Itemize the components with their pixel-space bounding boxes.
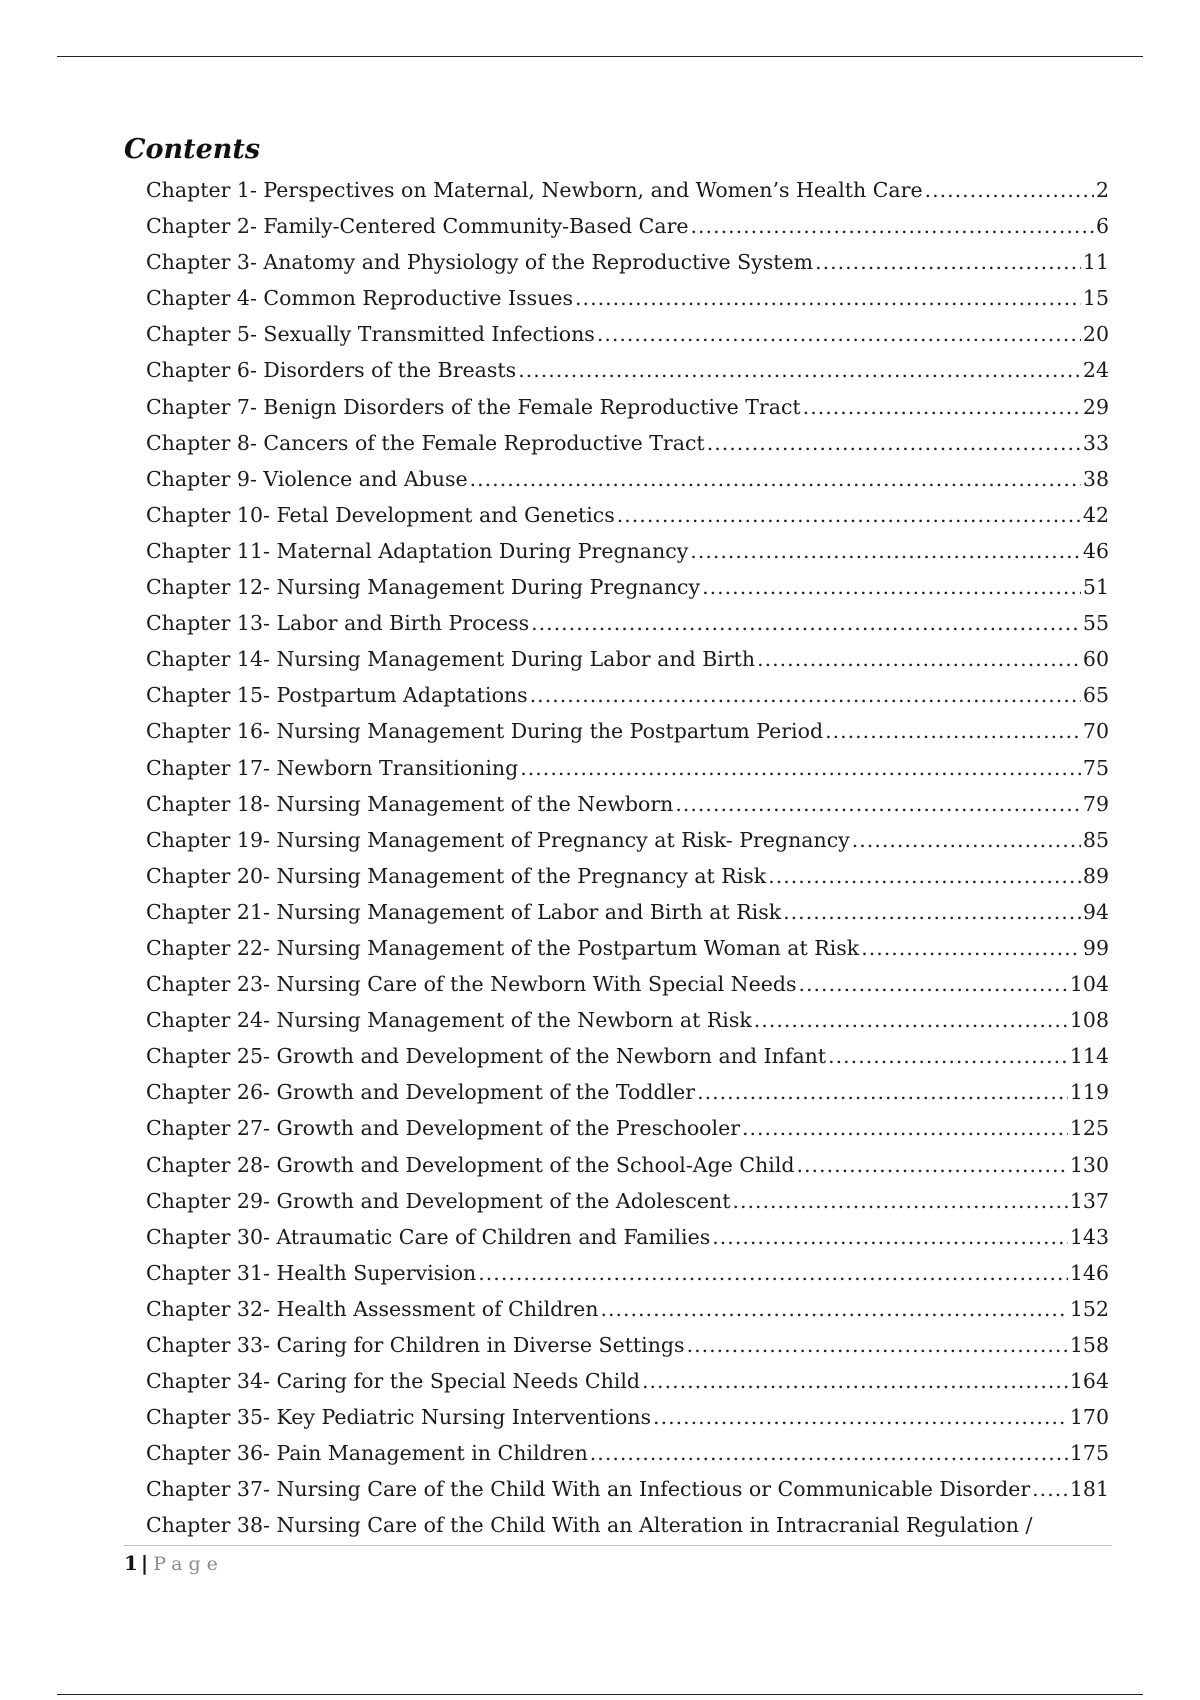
toc-dot-leader [675, 786, 1081, 822]
toc-entry-page: 20 [1082, 322, 1109, 347]
top-rule [57, 56, 1143, 57]
toc-entry[interactable] [146, 533, 1109, 569]
bottom-rule [57, 1694, 1143, 1695]
toc-entry[interactable] [146, 822, 1109, 858]
toc-entry[interactable] [146, 1399, 1109, 1435]
toc-dot-leader [617, 497, 1081, 533]
toc-dot-leader [697, 1074, 1068, 1110]
toc-entry-page: 143 [1069, 1224, 1109, 1249]
toc-dot-leader [1032, 1471, 1068, 1507]
toc-entry[interactable] [146, 208, 1109, 244]
toc-dot-leader [925, 172, 1094, 208]
toc-entry-title: Chapter 15- Postpartum Adaptations [146, 683, 528, 708]
toc-entry[interactable] [146, 1038, 1109, 1074]
toc-entry-page: 130 [1069, 1152, 1109, 1177]
toc-entry[interactable] [146, 280, 1109, 316]
toc-dot-leader [687, 1327, 1068, 1363]
toc-entry-title: Chapter 4- Common Reproductive Issues [146, 286, 574, 311]
toc-entry-page: 89 [1082, 863, 1109, 888]
toc-dot-leader [803, 389, 1081, 425]
toc-entry-title: Chapter 23- Nursing Care of the Newborn With Special Needs [146, 972, 797, 997]
toc-entry-page: 75 [1082, 755, 1109, 780]
toc-dot-leader [861, 930, 1081, 966]
toc-dot-leader [757, 641, 1081, 677]
toc-entry-page: 29 [1082, 394, 1109, 419]
toc-entry-title: Chapter 31- Health Supervision [146, 1260, 477, 1285]
toc-entry[interactable] [146, 1363, 1109, 1399]
toc-entry-title: Chapter 34- Caring for the Special Needs Child [146, 1369, 641, 1394]
toc-entry-page: 99 [1082, 935, 1109, 960]
toc-entry[interactable] [146, 244, 1109, 280]
toc-dot-leader [575, 280, 1081, 316]
toc-dot-leader [530, 677, 1081, 713]
toc-entry-title: Chapter 13- Labor and Birth Process [146, 611, 530, 636]
toc-dot-leader [590, 1435, 1068, 1471]
toc-entry-title: Chapter 12- Nursing Management During Pregnancy [146, 575, 701, 600]
toc-entry-page: 125 [1069, 1116, 1109, 1141]
toc-entry[interactable] [146, 1074, 1109, 1110]
toc-dot-leader [702, 569, 1081, 605]
toc-entry[interactable] [146, 1219, 1109, 1255]
toc-dot-leader [600, 1291, 1067, 1327]
toc-dot-leader [742, 1110, 1068, 1146]
toc-entry[interactable] [146, 713, 1109, 749]
toc-entry[interactable] [146, 1110, 1109, 1146]
toc-entry-title: Chapter 24- Nursing Management of the Newborn at Risk [146, 1008, 752, 1033]
toc-entry-title: Chapter 19- Nursing Management of Pregnancy at Risk- Pregnancy [146, 827, 850, 852]
toc-entry-page: 79 [1082, 791, 1109, 816]
toc-entry-page: 24 [1082, 358, 1109, 383]
toc-entry-title: Chapter 11- Maternal Adaptation During Pregnancy [146, 538, 689, 563]
toc-entry-page: 15 [1082, 286, 1109, 311]
toc-entry-title: Chapter 20- Nursing Management of the Pregnancy at Risk [146, 863, 767, 888]
footer-divider [124, 1545, 1112, 1546]
footer-page-number: 1 [124, 1551, 138, 1575]
toc-dot-leader [478, 1255, 1068, 1291]
toc-entry-page: 170 [1069, 1405, 1109, 1430]
toc-entry[interactable] [146, 1291, 1109, 1327]
toc-entry[interactable] [146, 569, 1109, 605]
toc-entry-page: 60 [1082, 647, 1109, 672]
toc-entry-title: Chapter 38- Nursing Care of the Child With an Alteration in Intracranial Regulation / [146, 1513, 1033, 1538]
toc-entry-title: Chapter 25- Growth and Development of the Newborn and Infant [146, 1044, 827, 1069]
toc-dot-leader [470, 461, 1081, 497]
toc-dot-leader [691, 208, 1094, 244]
toc-dot-leader [852, 822, 1081, 858]
toc-entry[interactable] [146, 930, 1109, 966]
toc-entry-title: Chapter 7- Benign Disorders of the Female Reproductive Tract [146, 394, 801, 419]
toc-entry-page: 119 [1069, 1080, 1109, 1105]
toc-entry-title: Chapter 22- Nursing Management of the Postpartum Woman at Risk [146, 935, 860, 960]
toc-entry-title: Chapter 21- Nursing Management of Labor and Birth at Risk [146, 899, 782, 924]
toc-entry-title: Chapter 35- Key Pediatric Nursing Interventions [146, 1405, 652, 1430]
toc-entry-page: 70 [1082, 719, 1109, 744]
toc-dot-leader [825, 713, 1081, 749]
toc-entry-page: 181 [1069, 1477, 1109, 1502]
toc-entry-title: Chapter 26- Growth and Development of the Toddler [146, 1080, 696, 1105]
toc-entry[interactable] [146, 1471, 1109, 1507]
toc-entry-page: 137 [1069, 1188, 1109, 1213]
toc-entry-page: 146 [1069, 1260, 1109, 1285]
toc-entry-title: Chapter 28- Growth and Development of the School-Age Child [146, 1152, 795, 1177]
toc-entry-page: 11 [1082, 250, 1109, 275]
toc-entry[interactable] [146, 497, 1109, 533]
toc-dot-leader [768, 858, 1081, 894]
toc-entry-title: Chapter 36- Pain Management in Children [146, 1441, 588, 1466]
toc-entry[interactable] [146, 605, 1109, 641]
toc-dot-leader [732, 1183, 1067, 1219]
toc-entry-page: 94 [1082, 899, 1109, 924]
toc-entry[interactable] [146, 172, 1109, 208]
toc-entry-title: Chapter 17- Newborn Transitioning [146, 755, 519, 780]
toc-entry-page: 6 [1095, 214, 1109, 239]
toc-entry-title: Chapter 32- Health Assessment of Children [146, 1296, 599, 1321]
toc-entry-page: 104 [1069, 972, 1109, 997]
toc-entry[interactable] [146, 894, 1109, 930]
toc-entry-page: 38 [1082, 466, 1109, 491]
toc-entry-title: Chapter 37- Nursing Care of the Child With an Infectious or Communicable Disorder [146, 1477, 1031, 1502]
toc-dot-leader [707, 425, 1081, 461]
toc-dot-leader [642, 1363, 1068, 1399]
toc-entry[interactable] [146, 461, 1109, 497]
toc-entry[interactable] [146, 677, 1109, 713]
toc-entry-title: Chapter 10- Fetal Development and Genetics [146, 502, 615, 527]
toc-dot-leader [531, 605, 1081, 641]
toc-dot-leader [520, 750, 1081, 786]
toc-entry-title: Chapter 18- Nursing Management of the Newborn [146, 791, 674, 816]
toc-entry-page: 2 [1095, 178, 1109, 202]
toc-entry-page: 158 [1069, 1333, 1109, 1357]
toc-dot-leader [597, 316, 1081, 352]
toc-dot-leader [653, 1399, 1068, 1435]
toc-dot-leader [754, 1002, 1068, 1038]
toc-entry-title: Chapter 30- Atraumatic Care of Children and Families [146, 1224, 711, 1249]
page-footer [124, 1551, 224, 1575]
toc-dot-leader [799, 966, 1068, 1002]
table-of-contents [146, 172, 1109, 1544]
toc-entry-page: 175 [1069, 1441, 1109, 1466]
toc-entry-page: 152 [1069, 1296, 1109, 1321]
toc-entry-title: Chapter 16- Nursing Management During the Postpartum Period [146, 719, 824, 744]
footer-page-word: Page [153, 1553, 224, 1575]
toc-entry-title: Chapter 2- Family-Centered Community-Based Care [146, 214, 689, 239]
toc-entry-page: 65 [1082, 683, 1109, 708]
toc-entry-title: Chapter 3- Anatomy and Physiology of the Reproductive System [146, 250, 814, 275]
toc-entry-title: Chapter 6- Disorders of the Breasts [146, 358, 517, 383]
toc-entry-page: 108 [1069, 1008, 1109, 1033]
toc-entry-page: 164 [1069, 1369, 1109, 1394]
toc-entry[interactable] [146, 966, 1109, 1002]
toc-entry-title: Chapter 8- Cancers of the Female Reproductive Tract [146, 430, 705, 455]
toc-entry[interactable] [146, 1147, 1109, 1183]
toc-entry[interactable] [146, 425, 1109, 461]
toc-entry[interactable] [146, 641, 1109, 677]
toc-entry-page: 114 [1069, 1044, 1109, 1069]
toc-entry-page: 51 [1082, 575, 1109, 600]
toc-entry[interactable] [146, 1507, 1109, 1543]
toc-dot-leader [518, 352, 1081, 388]
toc-entry-title: Chapter 9- Violence and Abuse [146, 466, 468, 491]
toc-entry[interactable] [146, 1183, 1109, 1219]
toc-entry-title: Chapter 29- Growth and Development of the Adolescent [146, 1188, 731, 1213]
toc-entry[interactable] [146, 750, 1109, 786]
toc-entry[interactable] [146, 389, 1109, 425]
toc-entry[interactable] [146, 1327, 1109, 1363]
toc-entry-title: Chapter 33- Caring for Children in Diverse Settings [146, 1333, 685, 1357]
toc-entry-title: Chapter 14- Nursing Management During Labor and Birth [146, 647, 756, 672]
toc-entry-title: Chapter 1- Perspectives on Maternal, Newborn, and Women’s Health Care [146, 178, 923, 202]
toc-entry-page: 46 [1082, 538, 1109, 563]
toc-entry[interactable] [146, 858, 1109, 894]
contents-heading: Contents [124, 134, 261, 165]
toc-entry[interactable] [146, 352, 1109, 388]
toc-entry-page: 42 [1082, 502, 1109, 527]
toc-entry-page: 33 [1082, 430, 1109, 455]
toc-entry-title: Chapter 27- Growth and Development of the Preschooler [146, 1116, 740, 1141]
toc-dot-leader [783, 894, 1081, 930]
toc-entry-title: Chapter 5- Sexually Transmitted Infections [146, 322, 595, 347]
toc-entry-page: 55 [1082, 611, 1109, 636]
toc-dot-leader [690, 533, 1081, 569]
toc-entry[interactable] [146, 1435, 1109, 1471]
toc-entry[interactable] [146, 1255, 1109, 1291]
toc-dot-leader [797, 1147, 1068, 1183]
toc-dot-leader [712, 1219, 1068, 1255]
toc-entry[interactable] [146, 786, 1109, 822]
toc-dot-leader [828, 1038, 1068, 1074]
toc-entry[interactable] [146, 1002, 1109, 1038]
toc-entry-page: 85 [1082, 827, 1109, 852]
footer-separator: | [140, 1551, 149, 1575]
toc-dot-leader [815, 244, 1081, 280]
toc-entry[interactable] [146, 316, 1109, 352]
